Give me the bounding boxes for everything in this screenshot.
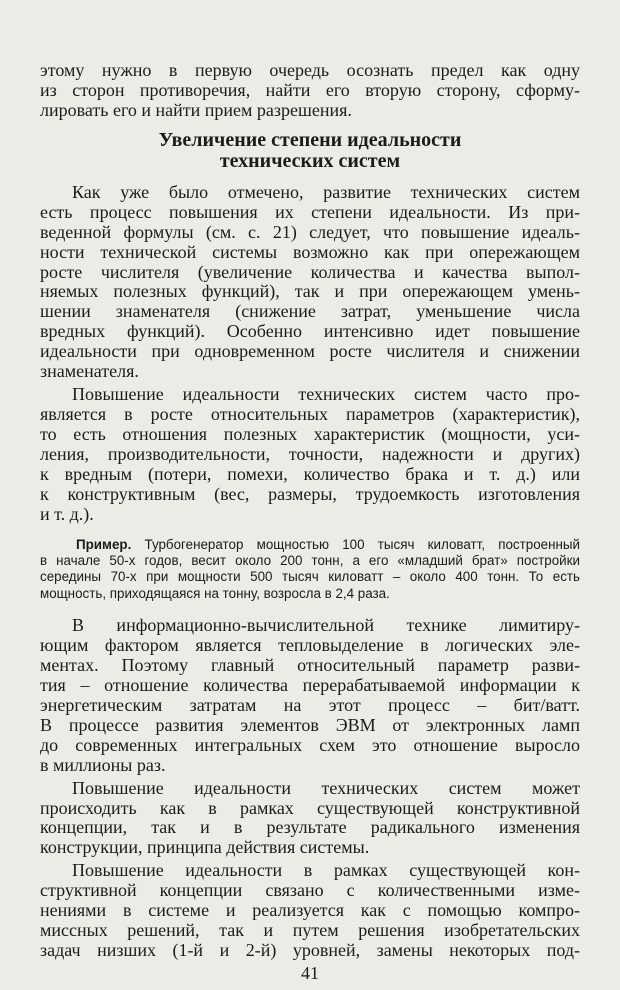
intro-line: из сторон противоречия, найти его вторую сторону, сформу- — [40, 80, 580, 100]
paragraph-line: ющим фактором является тепловыделение в логических эле- — [40, 634, 580, 655]
paragraph-line: знаменателя. — [40, 361, 139, 382]
example-line: в начале 50-х годов, весит около 200 тонн, а его «младший брат» постройки — [40, 553, 580, 569]
paragraph-line: миссных решений, так и путем решения изобретательских — [40, 920, 580, 940]
paragraph-line: Как уже было отмечено, развитие технических систем — [72, 181, 580, 202]
paragraph-line: структивной концепции связано с количественными изме- — [40, 880, 580, 901]
paragraph-line: вредных функций). Особенно интенсивно идет повышение — [40, 321, 580, 342]
example-first-line — [76, 536, 580, 553]
paragraph-line: няемых полезных функций), так и при опережающем умень- — [40, 281, 580, 302]
paragraph-line: В информационно-вычислительной технике лимитиру- — [72, 615, 580, 635]
intro-line: этому нужно в первую очередь осознать предел как одну — [40, 60, 580, 80]
example-label: Пример. — [76, 537, 132, 553]
paragraph-line: В процессе развития элементов ЭВМ от электронных ламп — [40, 714, 580, 735]
paragraph-line: энергетическим затратам на этот процесс – бит/ватт. — [40, 694, 580, 715]
page-number: 41 — [301, 963, 319, 983]
paragraph-line: происходить как в рамках существующей конструктивной — [40, 797, 580, 818]
intro-line: лировать его и найти прием разрешения. — [40, 99, 352, 120]
paragraph-line: шении знаменателя (снижение затрат, уменьшение числа — [40, 301, 580, 322]
paragraph-line: к вредным (потери, помехи, количество брака и т. д.) или — [40, 463, 580, 484]
paragraph-line: есть процесс повышения их степени идеальности. Из при- — [40, 201, 580, 222]
example-line: середины 70-х при мощности 500 тысяч киловатт – около 400 тонн. То есть — [40, 569, 580, 585]
example-line: мощность, приходящаяся на тонну, возросла в 2,4 раза. — [40, 585, 390, 601]
paragraph-line: Повышение идеальности технических систем часто про- — [72, 384, 580, 405]
paragraph-line: тия – отношение количества перерабатываемой информации к — [40, 674, 580, 695]
example-text: Турбогенератор мощностью 100 тысяч киловатт, построенный — [144, 537, 580, 553]
paragraph-line: задач низших (1-й и 2-й) уровней, замены некоторых под- — [40, 940, 580, 960]
paragraph-line: росте числителя (увеличение количества и качества выпол- — [40, 261, 580, 282]
paragraph-line: конструкции, принципа действия системы. — [40, 837, 370, 858]
paragraph-line: то есть отношения полезных характеристик (мощности, уси- — [40, 424, 580, 444]
paragraph-line: ления, производительности, точности, надежности и других) — [40, 443, 580, 464]
paragraph-line: нениями в системе и реализуется как с помощью компро- — [40, 900, 580, 921]
paragraph-line: ментах. Поэтому главный относительный параметр разви- — [40, 654, 580, 675]
paragraph-line: концепции, так и в результате радикального изменения — [40, 817, 580, 838]
section-heading: технических систем — [219, 150, 401, 173]
paragraph-line: к конструктивным (вес, размеры, трудоемкость изготовления — [40, 483, 580, 504]
paragraph-line: веденной формулы (см. с. 21) следует, что повышение идеаль- — [40, 221, 580, 242]
paragraph-line: идеальности при одновременном росте числителя и снижении — [40, 341, 580, 362]
paragraph-line: до современных интегральных схем это отношение выросло — [40, 734, 580, 755]
paragraph-line: является в росте относительных параметров (характеристик), — [40, 404, 580, 424]
section-heading: Увеличение степени идеальности — [158, 128, 462, 151]
paragraph-line: и т. д.). — [40, 503, 94, 524]
paragraph-line: ности технической системы возможно как при опережающем — [40, 241, 580, 262]
paragraph-line: Повышение идеальности технических систем может — [72, 777, 580, 798]
paragraph-line: в миллионы раз. — [40, 754, 166, 775]
paragraph-line: Повышение идеальности в рамках существующей кон- — [72, 860, 580, 881]
